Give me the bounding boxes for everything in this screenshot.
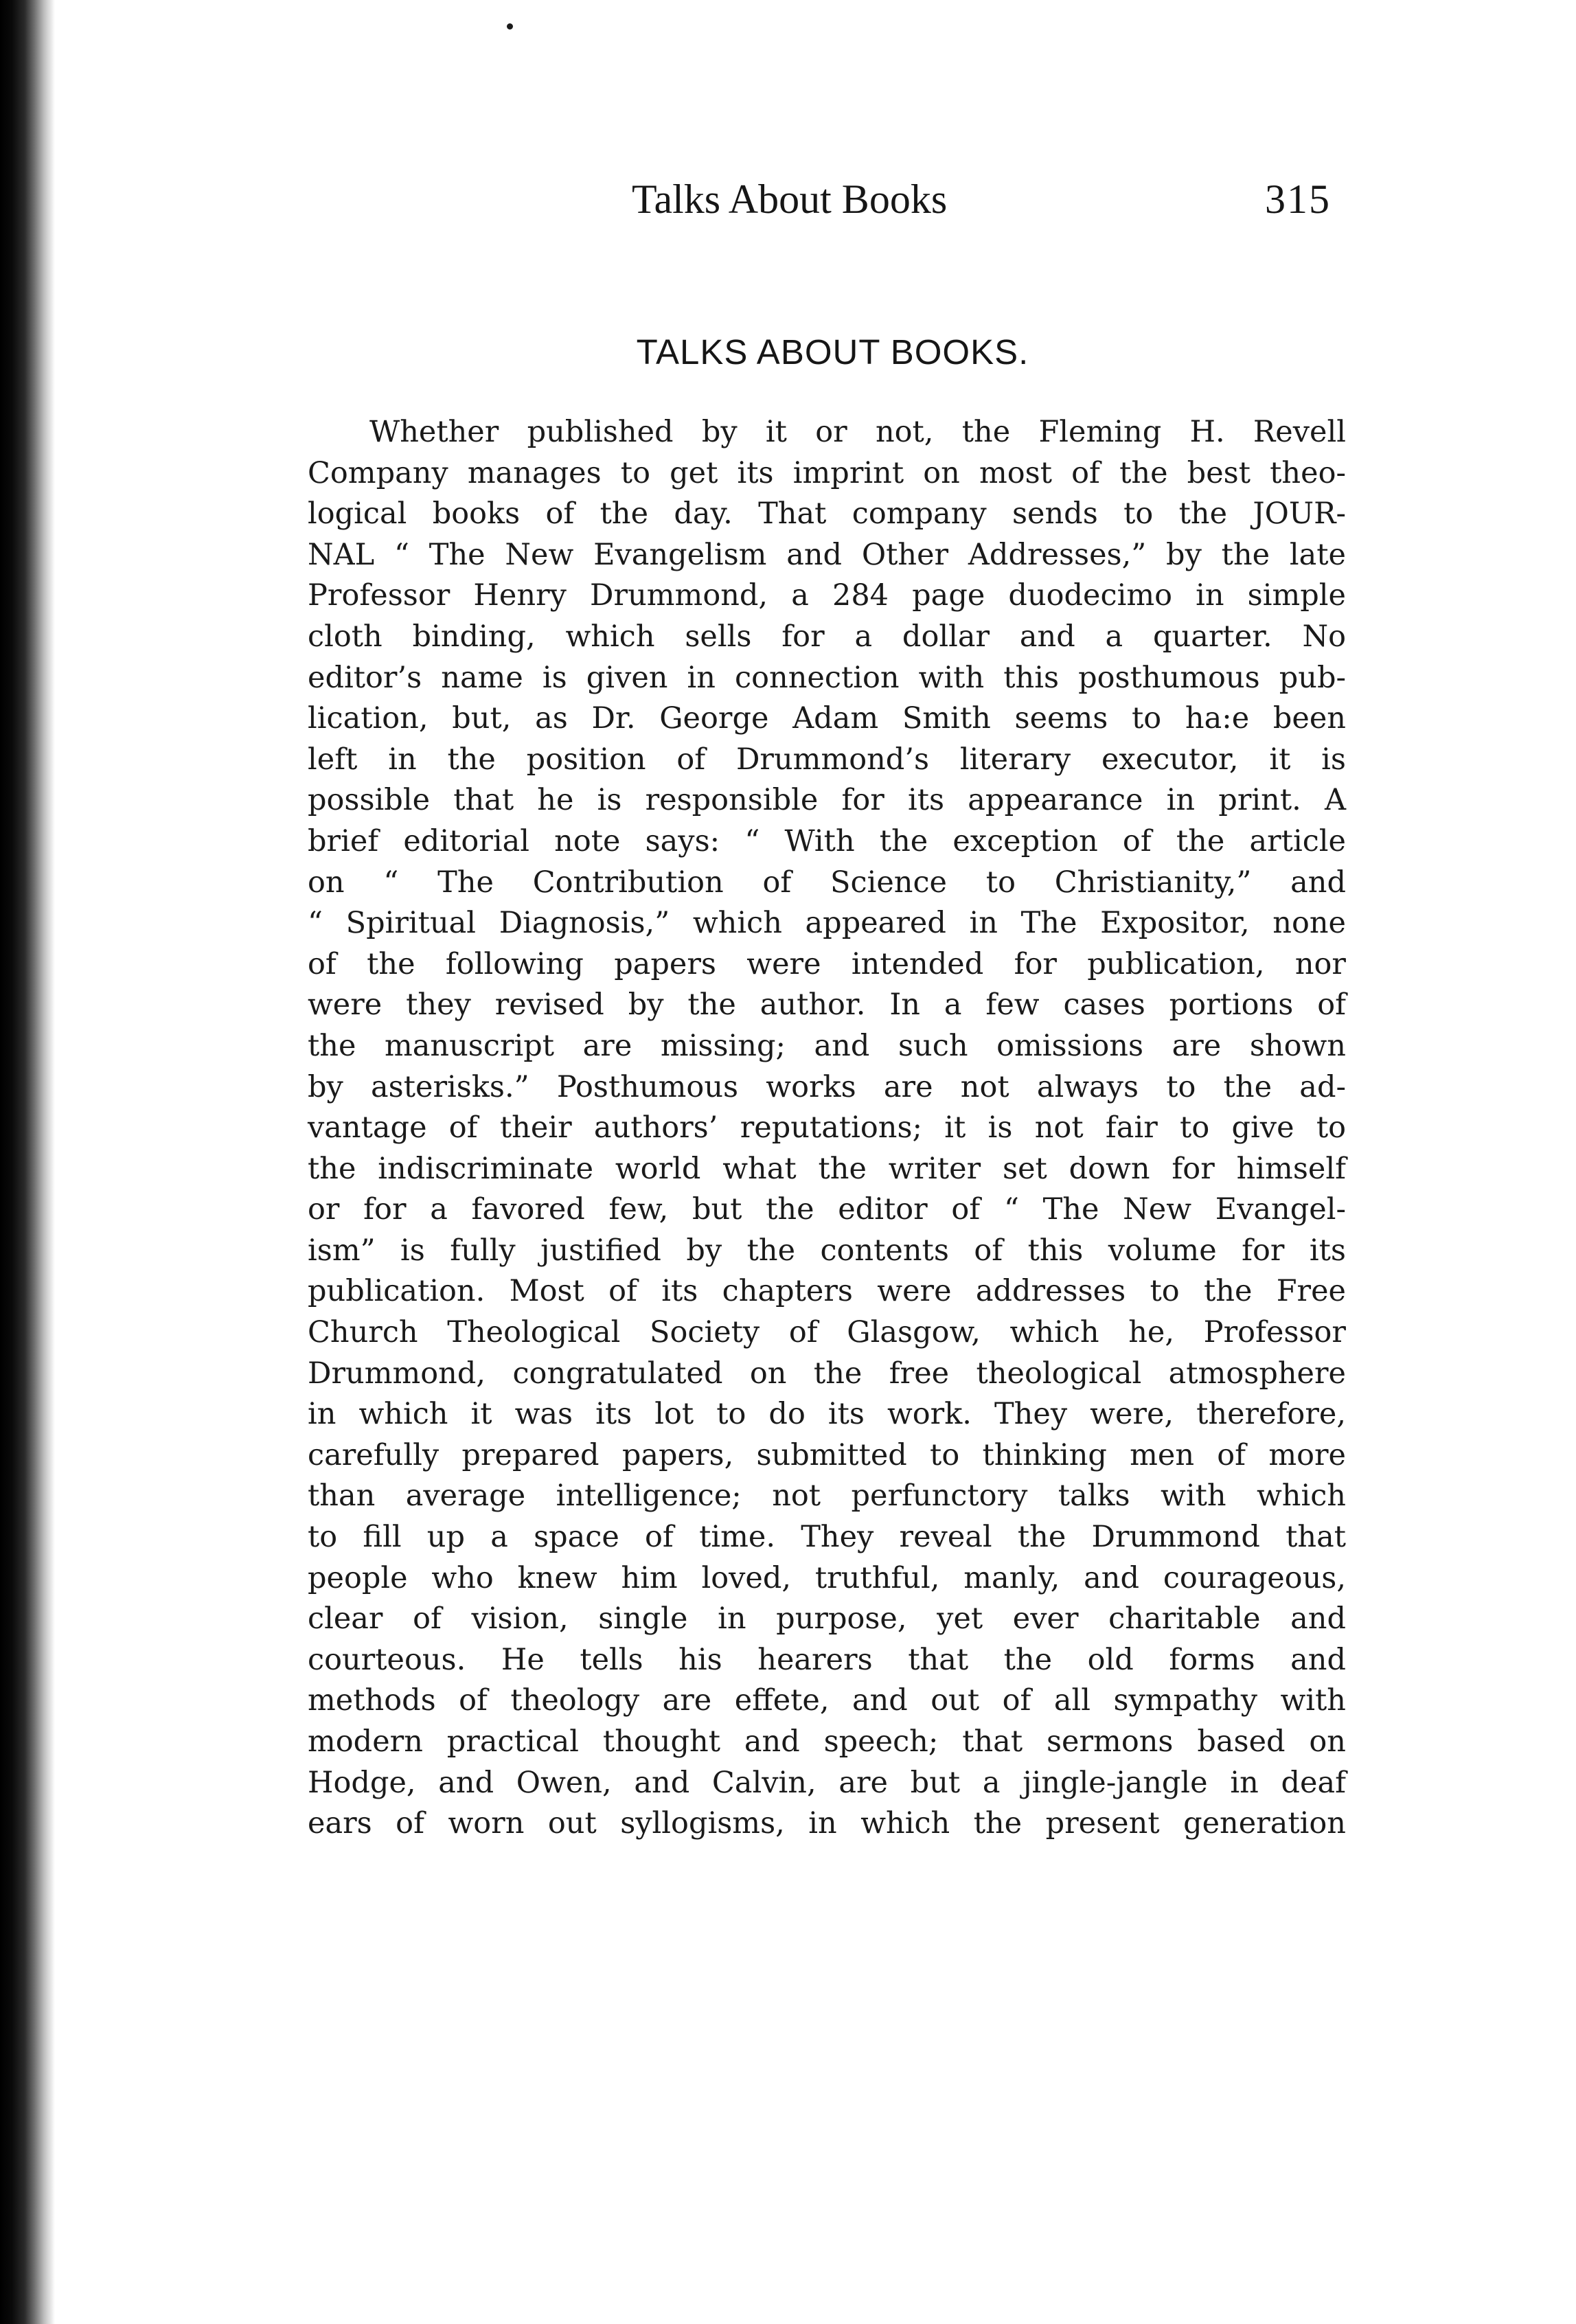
running-title: Talks About Books bbox=[632, 176, 948, 222]
body-line: than average intelligence; not perfunctory talks with which bbox=[308, 1479, 1346, 1514]
body-line: brief editorial note says: “ With the exception of the article bbox=[308, 823, 1346, 858]
body-line: Hodge, and Owen, and Calvin, are but a jingle-jangle in deaf bbox=[308, 1765, 1346, 1800]
body-line: NAL “ The New Evangelism and Other Addresses,” by the late bbox=[308, 537, 1346, 572]
body-line: on “ The Contribution of Science to Christianity,” and bbox=[308, 865, 1346, 900]
page-number: 315 bbox=[1265, 176, 1331, 222]
body-line: the indiscriminate world what the writer set down for himself bbox=[308, 1151, 1346, 1186]
body-line: Drummond, congratulated on the free theological atmosphere bbox=[308, 1356, 1346, 1391]
body-line: were they revised by the author. In a few cases portions of bbox=[308, 988, 1346, 1023]
body-line: to fill up a space of time. They reveal the Drummond that bbox=[308, 1520, 1346, 1555]
body-line: editor’s name is given in connection with this posthumous pub- bbox=[308, 660, 1346, 695]
article-heading: TALKS ABOUT BOOKS. bbox=[636, 332, 1029, 372]
body-line: publication. Most of its chapters were addresses to the Free bbox=[308, 1274, 1346, 1309]
body-line: clear of vision, single in purpose, yet ever charitable and bbox=[308, 1602, 1346, 1637]
body-line: of the following papers were intended for publication, nor bbox=[308, 946, 1346, 981]
body-line: or for a favored few, but the editor of “ The New Evangel- bbox=[308, 1192, 1346, 1227]
body-line: courteous. He tells his hearers that the old forms and bbox=[308, 1642, 1346, 1677]
body-line: logical books of the day. That company sends to the JOUR- bbox=[308, 497, 1346, 532]
body-line: by asterisks.” Posthumous works are not always to the ad- bbox=[308, 1069, 1346, 1104]
ink-speck bbox=[507, 23, 513, 30]
body-line: carefully prepared papers, submitted to thinking men of more bbox=[308, 1437, 1346, 1472]
article-body bbox=[308, 412, 1346, 1845]
running-header bbox=[0, 172, 1576, 233]
body-line: Professor Henry Drummond, a 284 page duodecimo in simple bbox=[308, 578, 1346, 613]
body-line: the manuscript are missing; and such omissions are shown bbox=[308, 1028, 1346, 1063]
body-line: possible that he is responsible for its appearance in print. A bbox=[308, 783, 1346, 818]
body-line: modern practical thought and speech; that sermons based on bbox=[308, 1724, 1346, 1759]
body-line: people who knew him loved, truthful, manly, and courageous, bbox=[308, 1560, 1346, 1595]
body-line: Church Theological Society of Glasgow, which he, Professor bbox=[308, 1315, 1346, 1350]
body-line: in which it was its lot to do its work. They were, therefore, bbox=[308, 1397, 1346, 1432]
body-line: “ Spiritual Diagnosis,” which appeared in The Expositor, none bbox=[308, 906, 1346, 941]
body-line: ears of worn out syllogisms, in which the present generation bbox=[308, 1806, 1346, 1841]
body-line: methods of theology are effete, and out of all sympathy with bbox=[308, 1683, 1346, 1718]
body-line: lication, but, as Dr. George Adam Smith seems to ha:e been bbox=[308, 701, 1346, 736]
body-line: Whether published by it or not, the Fleming H. Revell bbox=[369, 415, 1346, 449]
body-line: cloth binding, which sells for a dollar and a quarter. No bbox=[308, 619, 1346, 654]
body-line: Company manages to get its imprint on most of the best theo- bbox=[308, 455, 1346, 490]
body-line: left in the position of Drummond’s literary executor, it is bbox=[308, 742, 1346, 777]
body-line: ism” is fully justified by the contents of this volume for its bbox=[308, 1233, 1346, 1268]
body-line: vantage of their authors’ reputations; it is not fair to give to bbox=[308, 1110, 1346, 1146]
